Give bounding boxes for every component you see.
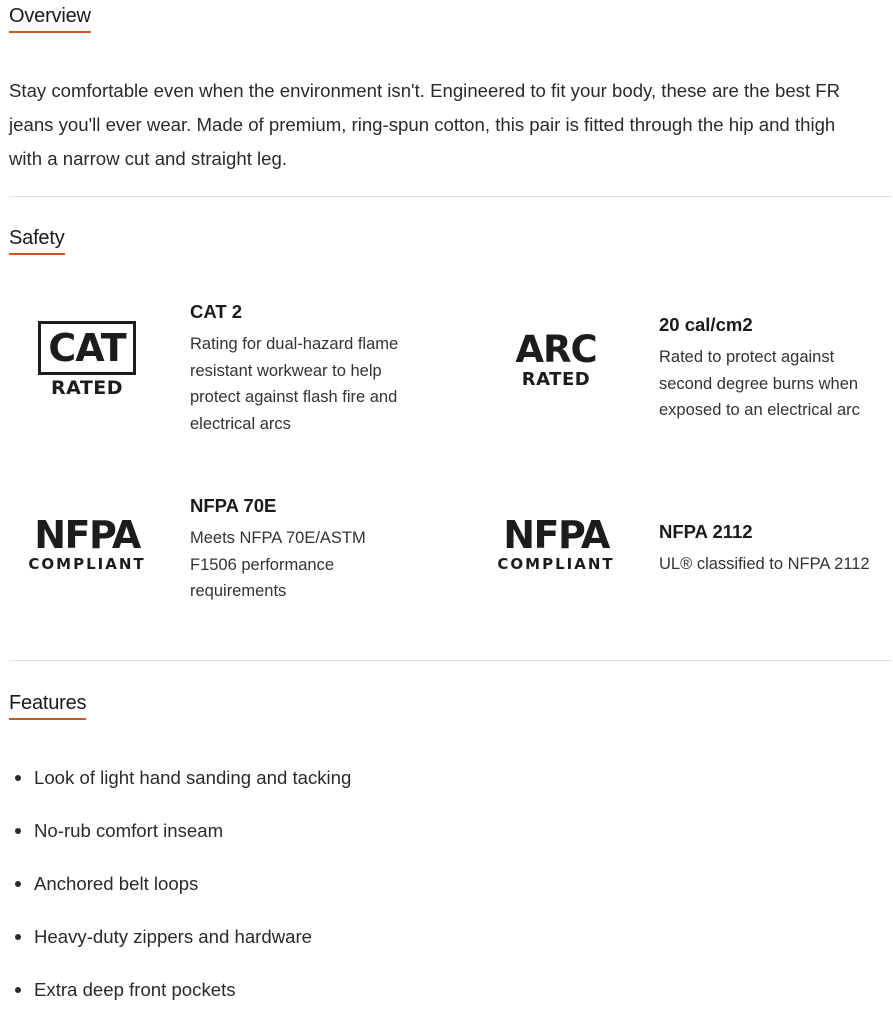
bullet-icon <box>15 775 21 781</box>
feature-text: Anchored belt loops <box>34 873 199 894</box>
feature-text: Look of light hand sanding and tacking <box>34 767 352 788</box>
section-divider <box>9 660 892 661</box>
nfpa-badge-sub: COMPLIANT <box>497 555 615 573</box>
overview-heading: Overview <box>9 3 91 33</box>
bullet-icon <box>15 987 21 993</box>
nfpa-badge-sub: COMPLIANT <box>28 555 146 573</box>
safety-item-heading: NFPA 2112 <box>659 521 753 542</box>
safety-item-description <box>190 525 366 605</box>
overview-line: with a narrow cut and straight leg. <box>9 148 288 169</box>
feature-item <box>0 974 351 1027</box>
arc-badge-main: ARC <box>515 328 597 371</box>
arc-rated-badge <box>510 328 602 390</box>
bullet-icon <box>15 828 21 834</box>
nfpa-compliant-badge <box>28 513 146 573</box>
description-line: protect against flash fire and <box>190 388 398 406</box>
safety-heading: Safety <box>9 225 65 255</box>
nfpa-badge-main: NFPA <box>503 513 609 557</box>
safety-item-heading: 20 cal/cm2 <box>659 314 753 335</box>
feature-text: Heavy-duty zippers and hardware <box>34 926 313 947</box>
description-line: Meets NFPA 70E/ASTM <box>190 529 366 547</box>
feature-item <box>0 815 351 868</box>
description-line: F1506 performance <box>190 555 334 574</box>
safety-item-description <box>659 551 870 578</box>
arc-badge-sub: RATED <box>521 369 591 390</box>
description-line: Rated to protect against <box>659 348 835 366</box>
safety-item-nfpa-70e <box>190 494 366 605</box>
cat-badge-main: CAT <box>38 321 136 375</box>
cat-rated-badge <box>38 321 136 398</box>
overview-line: Stay comfortable even when the environment isn't. Engineered to fit your body, these are the best FR <box>9 80 841 101</box>
description-line: exposed to an electrical arc <box>659 401 860 419</box>
feature-item <box>0 762 351 815</box>
safety-item-nfpa-2112 <box>659 520 870 578</box>
bullet-icon <box>15 881 21 887</box>
safety-item-cat <box>190 300 398 437</box>
section-divider <box>9 196 892 197</box>
safety-item-heading: CAT 2 <box>190 301 243 322</box>
cat-badge-sub: RATED <box>50 377 124 399</box>
nfpa-badge-main: NFPA <box>34 513 140 557</box>
description-line: Rating for dual-hazard flame <box>190 335 399 353</box>
safety-item-description <box>659 344 860 424</box>
features-list <box>0 762 351 1027</box>
overview-description <box>9 74 893 176</box>
description-line: UL® classified to NFPA 2112 <box>659 555 870 573</box>
features-heading: Features <box>9 690 86 720</box>
bullet-icon <box>15 934 21 940</box>
description-line: second degree burns when <box>659 374 859 393</box>
feature-text: No-rub comfort inseam <box>34 820 224 841</box>
description-line: electrical arcs <box>190 414 291 433</box>
safety-item-heading: NFPA 70E <box>190 495 277 516</box>
safety-item-description <box>190 331 398 437</box>
description-line: requirements <box>190 582 287 600</box>
nfpa-compliant-badge <box>497 513 615 573</box>
description-line: resistant workwear to help <box>190 361 382 380</box>
feature-item <box>0 868 351 921</box>
feature-item <box>0 921 351 974</box>
safety-item-arc <box>659 313 860 424</box>
feature-text: Extra deep front pockets <box>34 979 236 1000</box>
overview-line: jeans you'll ever wear. Made of premium, ring-spun cotton, this pair is fitted through the hip and thigh <box>9 114 836 135</box>
